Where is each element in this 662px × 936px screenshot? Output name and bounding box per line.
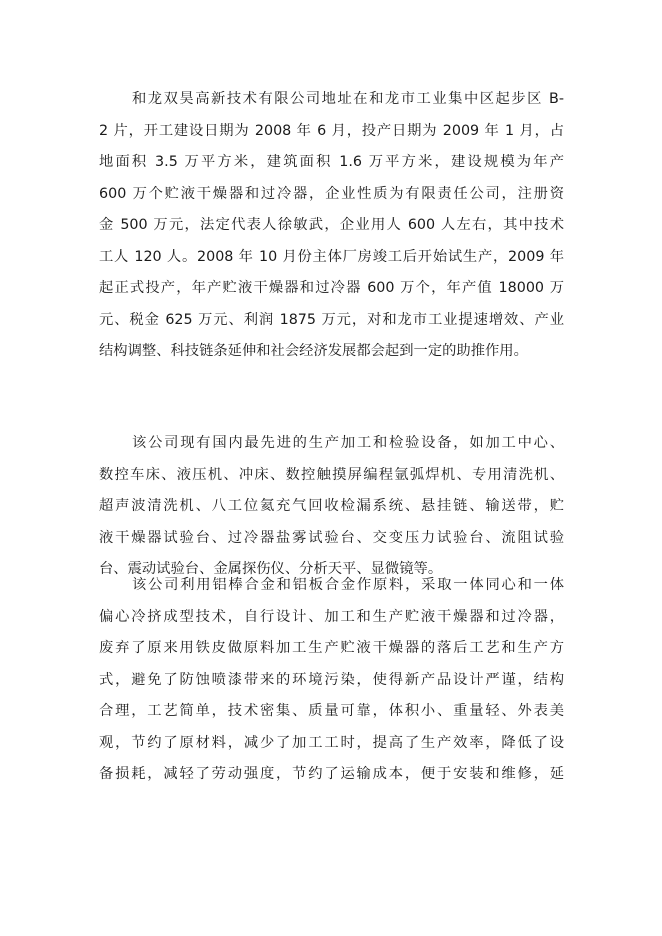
text-line: 2 片，开工建设日期为 2008 年 6 月，投产日期为 2009 年 1 月，占 <box>99 122 564 139</box>
text-line: 结构调整、科技链条延伸和社会经济发展都会起到一定的助推作用。 <box>99 343 528 359</box>
text-line: 液干燥器试验台、过冷器盐雾试验台、交变压力试验台、流阻试验 <box>99 529 564 546</box>
text-line: 起正式投产，年产贮液干燥器和过冷器 600 万个，年产值 18000 万 <box>99 280 564 296</box>
text-line: 该公司现有国内最先进的生产加工和检验设备，如加工中心、 <box>132 435 564 451</box>
text-line: 超声波清洗机、八工位氦充气回收检漏系统、悬挂链、输送带，贮 <box>99 498 564 514</box>
text-line: 备损耗，减轻了劳动强度，节约了运输成本，便于安装和维修，延 <box>99 766 564 782</box>
paragraph-equipment <box>99 428 564 586</box>
text-line: 合理，工艺简单，技术密集、质量可靠，体积小、重量轻、外表美 <box>99 703 564 719</box>
paragraph-company-overview <box>99 84 564 368</box>
text-line: 和龙双昊高新技术有限公司地址在和龙市工业集中区起步区 B- <box>132 91 564 107</box>
text-line: 式，避免了防蚀喷漆带来的环境污染，使得新产品设计严谨，结构 <box>99 671 564 688</box>
text-line: 数控车床、液压机、冲床、数控触摸屏编程氩弧焊机、专用清洗机、 <box>99 466 564 483</box>
text-line: 600 万个贮液干燥器和过冷器，企业性质为有限责任公司，注册资 <box>99 185 564 202</box>
text-line: 地面积 3.5 万平方米，建筑面积 1.6 万平方米，建设规模为年产 <box>99 154 564 170</box>
text-line: 观，节约了原材料，减少了加工工时，提高了生产效率，降低了设 <box>99 734 564 751</box>
text-line: 废弃了原来用铁皮做原料加工生产贮液干燥器的落后工艺和生产方 <box>99 640 564 656</box>
text-line: 该公司利用铝棒合金和铝板合金作原料，采取一体同心和一体 <box>132 577 564 593</box>
text-line: 偏心冷挤成型技术，自行设计、加工和生产贮液干燥器和过冷器， <box>99 608 564 625</box>
text-line: 金 500 万元，法定代表人徐敏武，企业用人 600 人左右，其中技术 <box>99 217 564 233</box>
paragraph-technology <box>99 570 564 791</box>
text-line: 元、税金 625 万元、利润 1875 万元，对和龙市工业提速增效、产业 <box>99 311 564 328</box>
text-line: 台、震动试验台、金属探伤仪、分析天平、显微镜等。 <box>99 561 443 577</box>
text-line: 工人 120 人。2008 年 10 月份主体厂房竣工后开始试生产，2009 年 <box>99 248 564 265</box>
